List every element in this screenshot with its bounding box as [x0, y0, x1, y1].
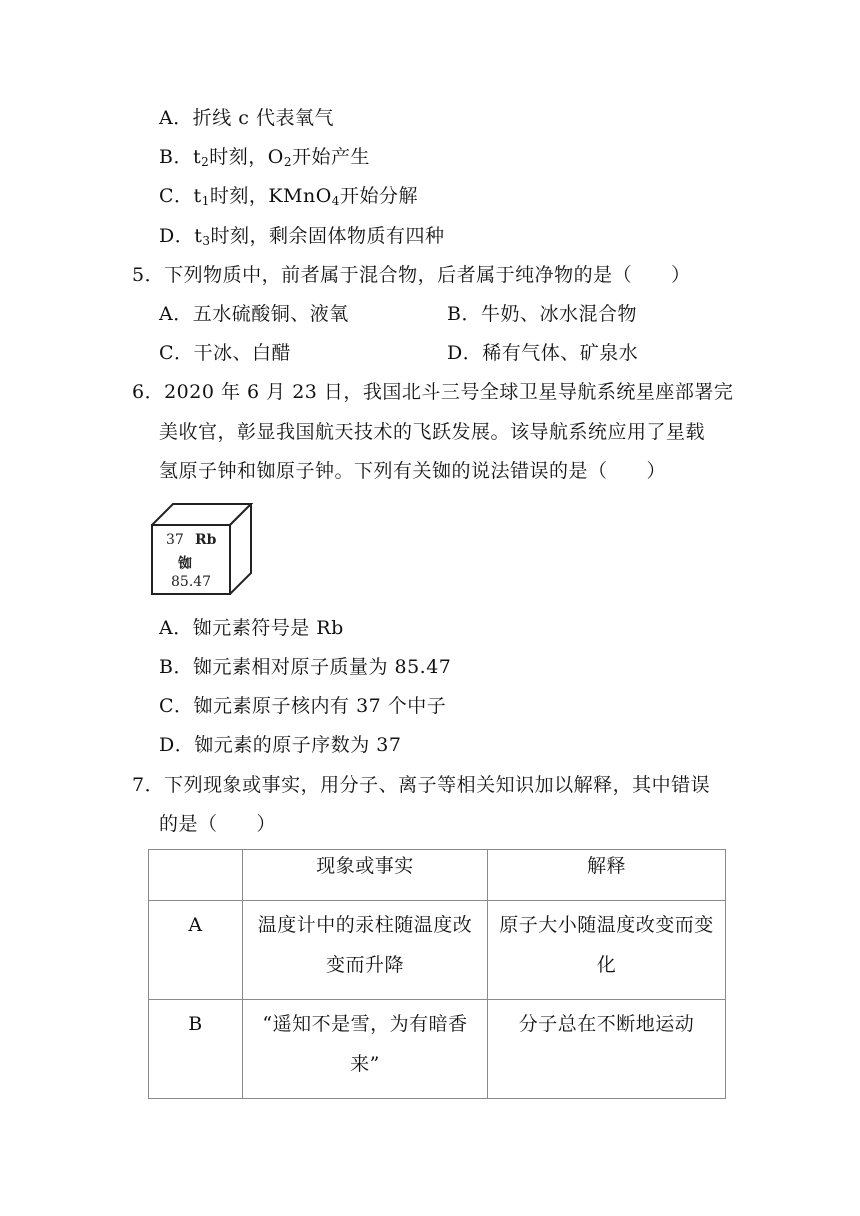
row-explanation: 原子大小随温度改变而变化 [488, 901, 726, 1000]
table-header-cell: 现象或事实 [243, 850, 488, 901]
q7-stem-line1: 7．下列现象或事实，用分子、离子等相关知识加以解释，其中错误 [132, 774, 711, 796]
row-label: A [149, 901, 243, 1000]
table-header-row [149, 850, 726, 901]
element-symbol: Rb [195, 532, 217, 548]
q4-option-c: C．$t_1$时刻，KMnO$_4$开始分解 [159, 185, 418, 208]
q4-option-a [159, 107, 334, 129]
table-row [149, 901, 726, 1000]
q6-stem-line3: 氢原子钟和铷原子钟。下列有关铷的说法错误的是（ ） [159, 460, 667, 482]
row-fact: 温度计中的汞柱随温度改变而升降 [243, 901, 488, 1000]
q7-stem-line2: 的是（ ） [159, 813, 277, 835]
table-header-cell [149, 850, 243, 901]
rubidium-element-cube [151, 503, 255, 595]
q6-option-b: B．铷元素相对原子质量为 85.47 [159, 656, 452, 678]
q5-option-d: D．稀有气体、矿泉水 [447, 342, 639, 364]
table-row [149, 1000, 726, 1099]
q4-option-b: B．$t_2$时刻，$O_2$开始产生 [159, 146, 370, 169]
q6-option-d: D．铷元素的原子序数为 37 [159, 734, 402, 756]
q5-stem: 5．下列物质中，前者属于混合物，后者属于纯净物的是（ ） [132, 264, 691, 286]
q4-option-a-text: A．折线 c 代表氧气 [159, 107, 334, 129]
q6-stem-line2: 美收官，彰显我国航天技术的飞跃发展。该导航系统应用了星载 [159, 421, 706, 443]
q5-option-a: A．五水硫酸铜、液氧 [159, 303, 349, 325]
row-explanation: 分子总在不断地运动 [488, 1000, 726, 1099]
table-header-cell: 解释 [488, 850, 726, 901]
q7-table [148, 849, 726, 1099]
q5-option-b: B．牛奶、冰水混合物 [447, 303, 637, 325]
element-atomic-number: 37 [166, 532, 184, 548]
row-fact: “遥知不是雪，为有暗香来” [243, 1000, 488, 1099]
q5-option-c: C．干冰、白醋 [159, 342, 292, 364]
row-label: B [149, 1000, 243, 1099]
q6-option-c: C．铷元素原子核内有 37 个中子 [159, 695, 447, 717]
q4-option-d: D．$t_3$时刻，剩余固体物质有四种 [159, 225, 445, 248]
q6-stem-line1: 6．2020 年 6 月 23 日，我国北斗三号全球卫星导航系统星座部署完 [132, 381, 734, 403]
q6-option-a: A．铷元素符号是 Rb [159, 617, 344, 639]
element-atomic-mass: 85.47 [171, 574, 212, 590]
element-name: 铷 [178, 556, 192, 572]
